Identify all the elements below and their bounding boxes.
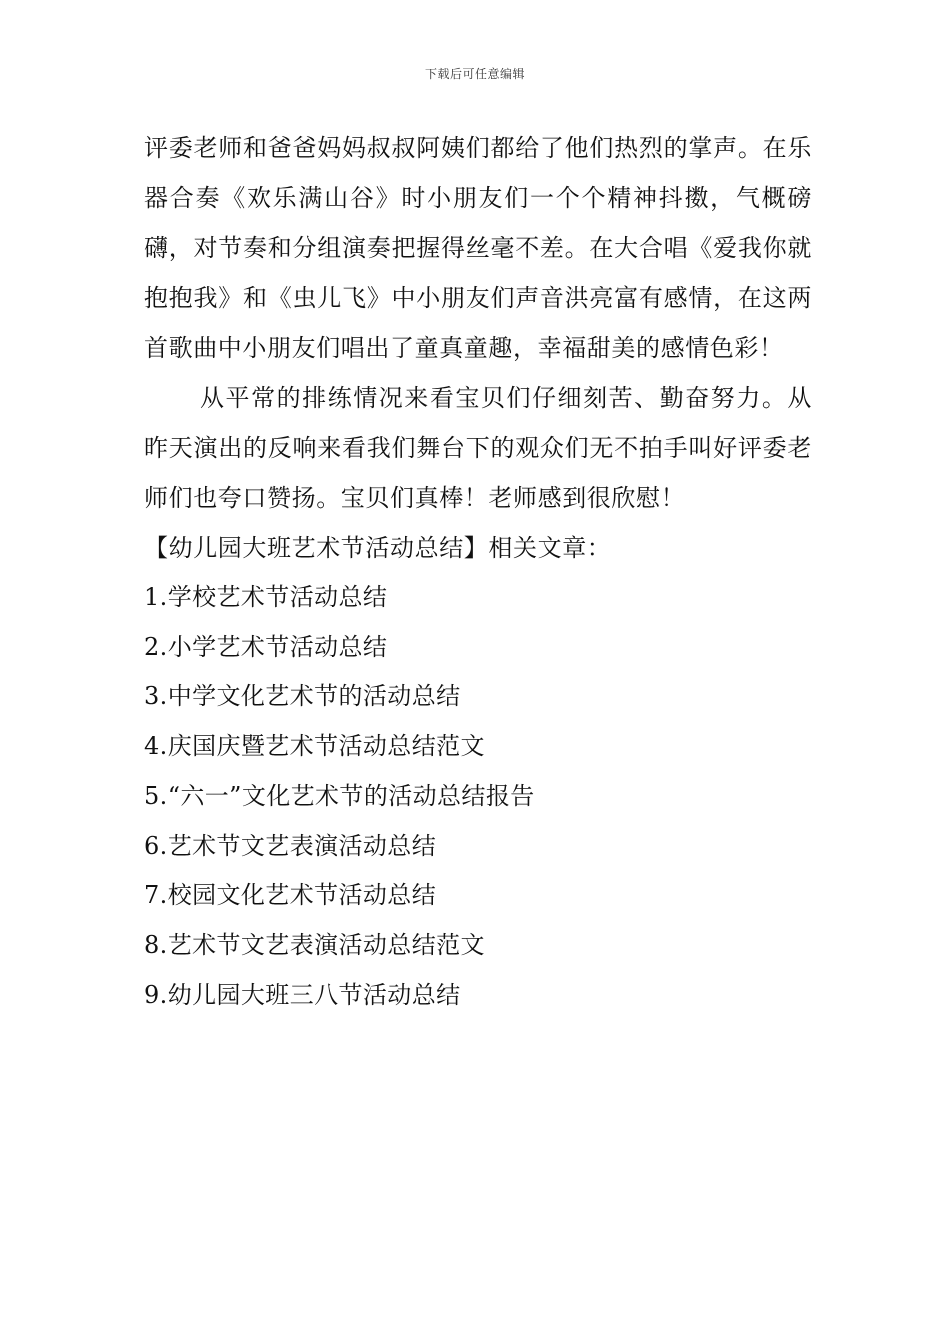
page-header: 下载后可任意编辑 bbox=[424, 67, 525, 81]
related-article-link[interactable]: 8.艺术节文艺表演活动总结范文 bbox=[144, 930, 485, 959]
document-body bbox=[144, 123, 812, 1020]
related-article-link[interactable]: 6.艺术节文艺表演活动总结 bbox=[144, 831, 437, 860]
related-articles-title: 【幼儿园大班艺术节活动总结】相关文章： bbox=[144, 534, 612, 562]
related-articles-list bbox=[144, 573, 812, 1020]
related-article-link[interactable]: 2.小学艺术节活动总结 bbox=[144, 632, 388, 661]
related-article-link[interactable]: 1.学校艺术节活动总结 bbox=[144, 583, 388, 611]
related-article-link[interactable]: 5.“六一”文化艺术节的活动总结报告 bbox=[144, 781, 535, 810]
related-article-link[interactable]: 4.庆国庆暨艺术节活动总结范文 bbox=[144, 732, 485, 761]
related-article-link[interactable]: 9.幼儿园大班三八节活动总结 bbox=[144, 980, 461, 1009]
related-article-link[interactable]: 7.校园文化艺术节活动总结 bbox=[144, 881, 437, 910]
related-article-link[interactable]: 3.中学文化艺术节的活动总结 bbox=[144, 682, 461, 711]
paragraph-performance: 评委老师和爸爸妈妈叔叔阿姨们都给了他们热烈的掌声。在乐器合奏《欢乐满山谷》时小朋友们一个个精神抖擞，气概磅礴，对节奏和分组演奏把握得丝毫不差。在大合唱《爱我你就抱抱我》和《虫儿飞》中小朋友们声音洪亮富有感情，在这两首歌曲中小朋友们唱出了童真童趣，幸福甜美的感情色彩！ bbox=[144, 134, 812, 362]
paragraph-summary: 从平常的排练情况来看宝贝们仔细刻苦、勤奋努力。从昨天演出的反响来看我们舞台下的观众们无不拍手叫好评委老师们也夸口赞扬。宝贝们真棒！老师感到很欣慰！ bbox=[144, 384, 812, 512]
